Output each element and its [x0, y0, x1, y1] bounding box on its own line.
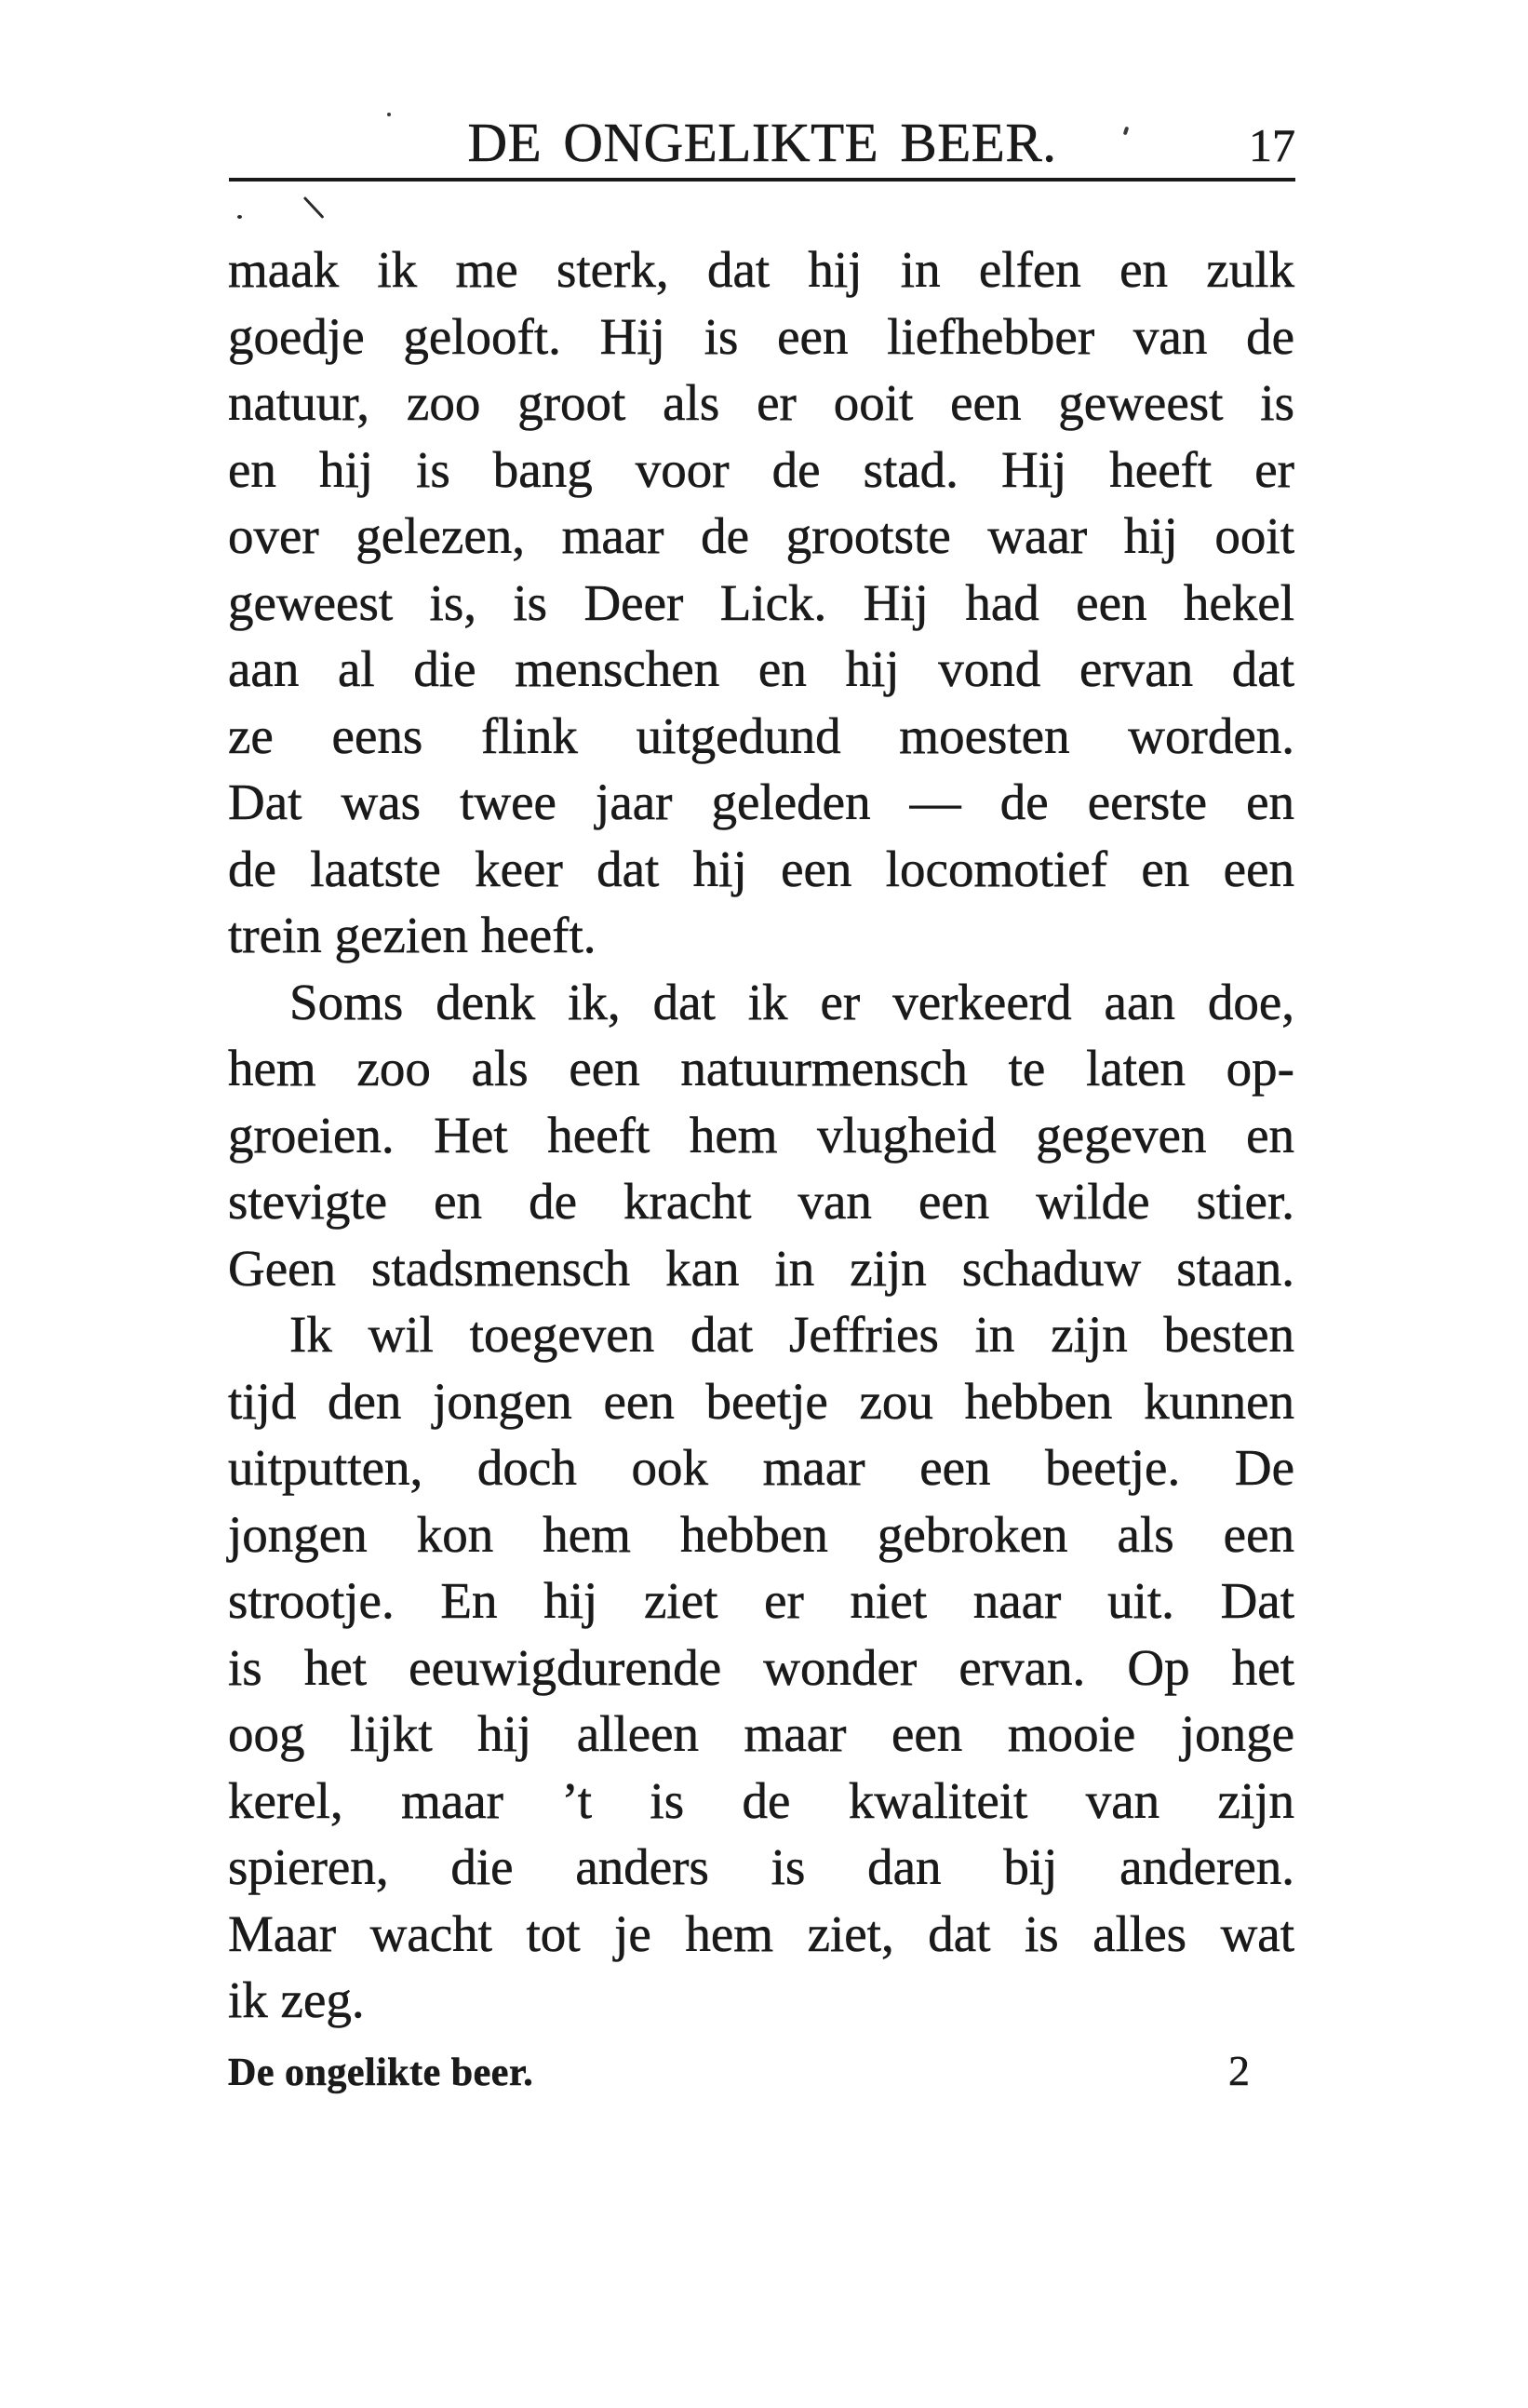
text-line: goedje gelooft. Hij is een liefhebber van de [228, 307, 1294, 365]
body-text [228, 236, 1294, 2034]
page-footer [228, 2047, 1294, 2094]
text-line: stevigte en de kracht van een wilde stier. [228, 1173, 1294, 1230]
text-line: natuur, zoo groot als er ooit een geweest is [228, 374, 1294, 431]
text-line: maak ik me sterk, dat hij in elfen en zulk [228, 241, 1294, 298]
paragraph [228, 1301, 1294, 2034]
running-title: DE ONGELIKTE BEER. [467, 112, 1057, 173]
text-line: Maar wacht tot je hem ziet, dat is alles wat [228, 1904, 1294, 1962]
text-line: groeien. Het heeft hem vlugheid gegeven en [228, 1106, 1294, 1164]
text-line: uitputten, doch ook maar een beetje. De [228, 1439, 1294, 1496]
text-line: spieren, die anders is dan bij anderen. [228, 1838, 1294, 1895]
text-line: Soms denk ik, dat ik er verkeerd aan doe, [289, 973, 1294, 1030]
text-line: kerel, maar ’t is de kwaliteit van zijn [228, 1771, 1294, 1829]
text-line: aan al die menschen en hij vond ervan dat [228, 640, 1294, 697]
scan-artifact [303, 196, 324, 219]
scan-artifact [387, 113, 391, 116]
paragraph [228, 236, 1294, 969]
text-line: over gelezen, maar de grootste waar hij ooit [228, 507, 1294, 564]
text-line: Geen stadsmensch kan in zijn schaduw staan. [228, 1239, 1294, 1297]
text-line: tijd den jongen een beetje zou hebben kunnen [228, 1372, 1294, 1430]
text-line: is het eeuwigdurende wonder ervan. Op het [228, 1638, 1294, 1696]
paragraph [228, 969, 1294, 1302]
footer-signature-number: 2 [1228, 2047, 1250, 2094]
text-line: Dat was twee jaar geleden — de eerste en [228, 774, 1294, 830]
scan-artifact [237, 215, 242, 219]
text-line: Ik wil toegeven dat Jeffries in zijn besten [289, 1306, 1294, 1363]
footer-book-title: De ongelikte beer. [228, 2052, 534, 2094]
header-rule [229, 178, 1295, 182]
text-line: jongen kon hem hebben gebroken als een [228, 1505, 1294, 1563]
text-line: ik zeg. [228, 1971, 365, 2028]
text-line: ze eens flink uitgedund moesten worden. [228, 706, 1294, 764]
text-line: geweest is, is Deer Lick. Hij had een hekel [228, 573, 1294, 631]
text-line: de laatste keer dat hij een locomotief en een [228, 840, 1294, 897]
text-line: hem zoo als een natuurmensch te laten op- [228, 1040, 1294, 1096]
text-line: strootje. En hij ziet er niet naar uit. Dat [228, 1572, 1294, 1629]
text-line: oog lijkt hij alleen maar een mooie jonge [228, 1705, 1294, 1762]
text-line: trein gezien heeft. [228, 907, 596, 963]
page-number: 17 [1249, 119, 1295, 171]
text-line: en hij is bang voor de stad. Hij heeft er [228, 440, 1294, 498]
